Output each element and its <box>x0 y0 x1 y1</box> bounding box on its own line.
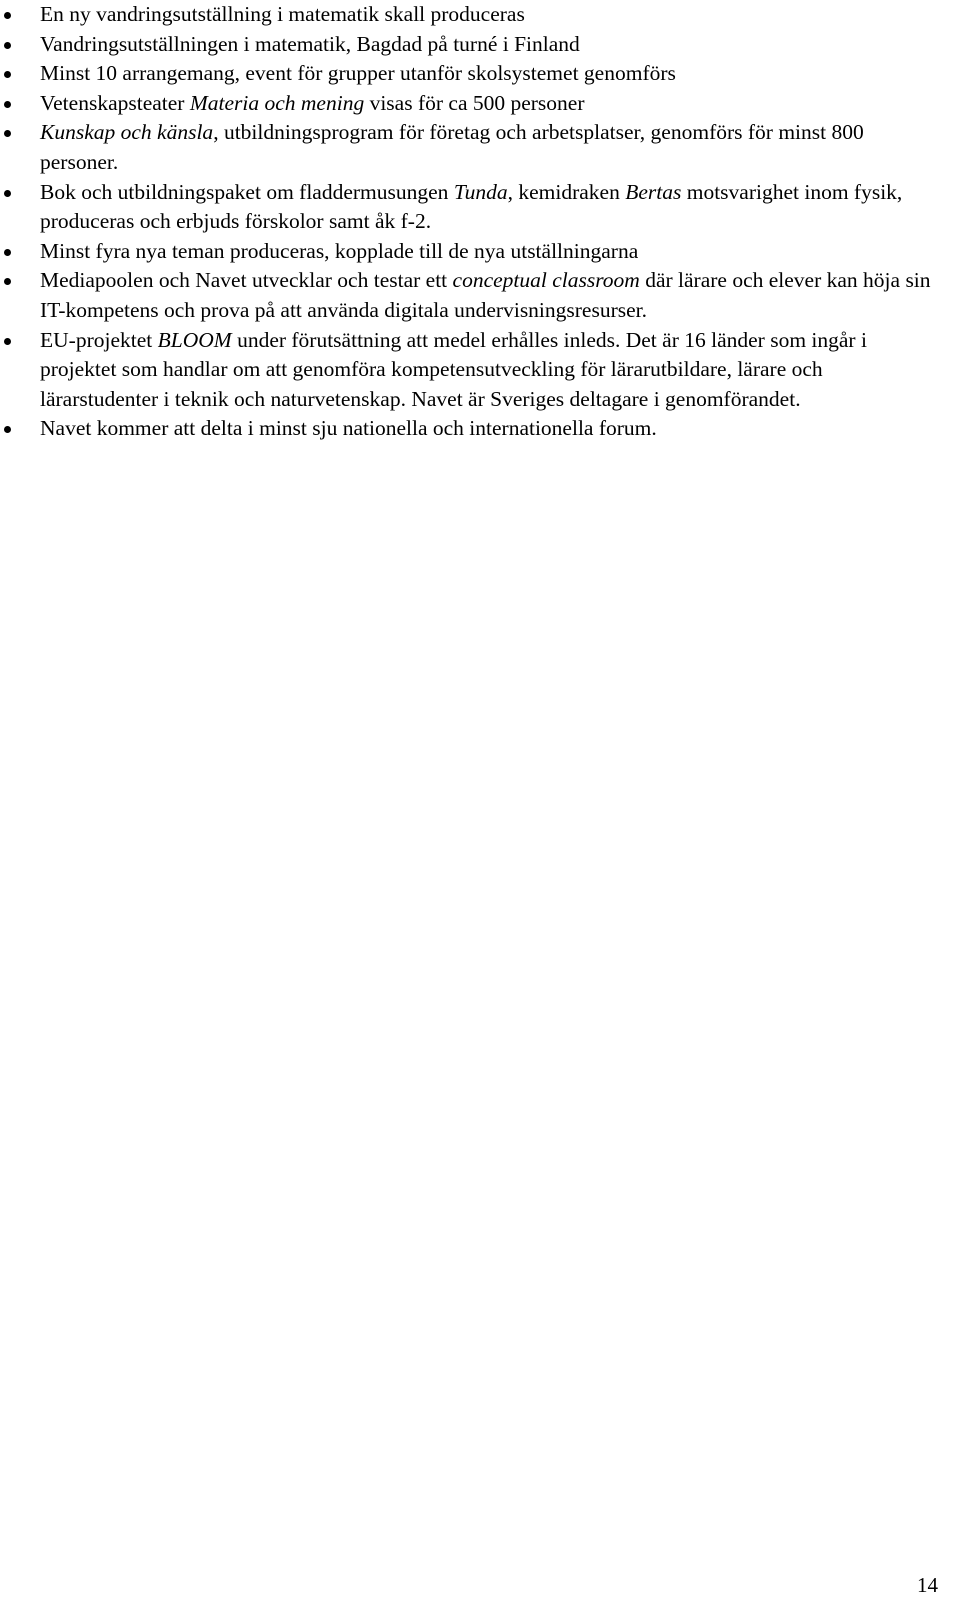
list-item <box>0 326 960 415</box>
list-item-text: En ny vandringsutställning i matematik skall produceras <box>40 2 525 26</box>
list-item-text: Bok och utbildningspaket om fladdermusungen <box>40 179 454 204</box>
italic-title-text: conceptual classroom <box>452 268 640 293</box>
list-item <box>0 30 960 60</box>
list-item <box>0 178 960 237</box>
bullet-icon <box>4 71 11 78</box>
bullet-icon <box>4 278 11 285</box>
list-item-text: , kemidraken <box>507 179 626 204</box>
list-item <box>0 89 960 119</box>
page-number: 14 <box>917 1573 938 1597</box>
bullet-icon <box>4 42 11 49</box>
bullet-list <box>0 0 960 444</box>
list-item <box>0 59 960 89</box>
list-item-text: Minst 10 arrangemang, event för grupper utanför skolsystemet genomförs <box>40 61 676 86</box>
bullet-icon <box>4 130 11 137</box>
bullet-icon <box>4 249 11 256</box>
bullet-icon <box>4 426 11 433</box>
bullet-icon <box>4 101 11 108</box>
bullet-icon <box>4 338 11 345</box>
list-item-text: under förutsättning att medel erhålles inleds. Det är 16 länder som ingår i projektet som handlar om att genomföra kompetensutveckling för lärarutbildare, lärare och lärarstudenter i teknik och naturvetenskap. Navet är Sveriges deltagare i genomförandet. <box>40 327 867 411</box>
italic-title-text: Bertas <box>625 179 682 204</box>
list-item-text: EU-projektet <box>40 327 158 352</box>
list-item-text: Minst fyra nya teman produceras, kopplade till de nya utställningarna <box>40 238 639 263</box>
italic-title-text: Tunda <box>453 179 508 204</box>
italic-title-text: Materia och mening <box>189 90 365 115</box>
list-item-text: Mediapoolen och Navet utvecklar och testar ett <box>40 268 453 293</box>
list-item-text: motsvarighet inom fysik, produceras och erbjuds förskolor samt åk f-2. <box>40 179 903 234</box>
list-item <box>0 237 960 267</box>
list-item-text: Navet kommer att delta i minst sju nationella och internationella forum. <box>40 416 657 441</box>
list-item <box>0 118 960 177</box>
list-item-text: visas för ca 500 personer <box>364 90 585 115</box>
list-item-text: Vandringsutställningen i matematik, Bagdad på turné i Finland <box>40 31 580 56</box>
list-item <box>0 414 960 444</box>
list-item <box>0 266 960 325</box>
list-item-text: , utbildningsprogram för företag och arbetsplatser, genomförs för minst 800 personer. <box>40 120 864 174</box>
italic-title-text: Kunskap och känsla <box>40 120 214 145</box>
bullet-icon <box>4 12 11 19</box>
list-item-text: Vetenskapsteater <box>40 90 190 115</box>
italic-title-text: BLOOM <box>157 327 232 352</box>
bullet-icon <box>4 190 11 197</box>
list-item-text: där lärare och elever kan höja sin IT-kompetens och prova på att använda digitala undervisningsresurser. <box>40 268 931 322</box>
list-item <box>0 0 960 30</box>
